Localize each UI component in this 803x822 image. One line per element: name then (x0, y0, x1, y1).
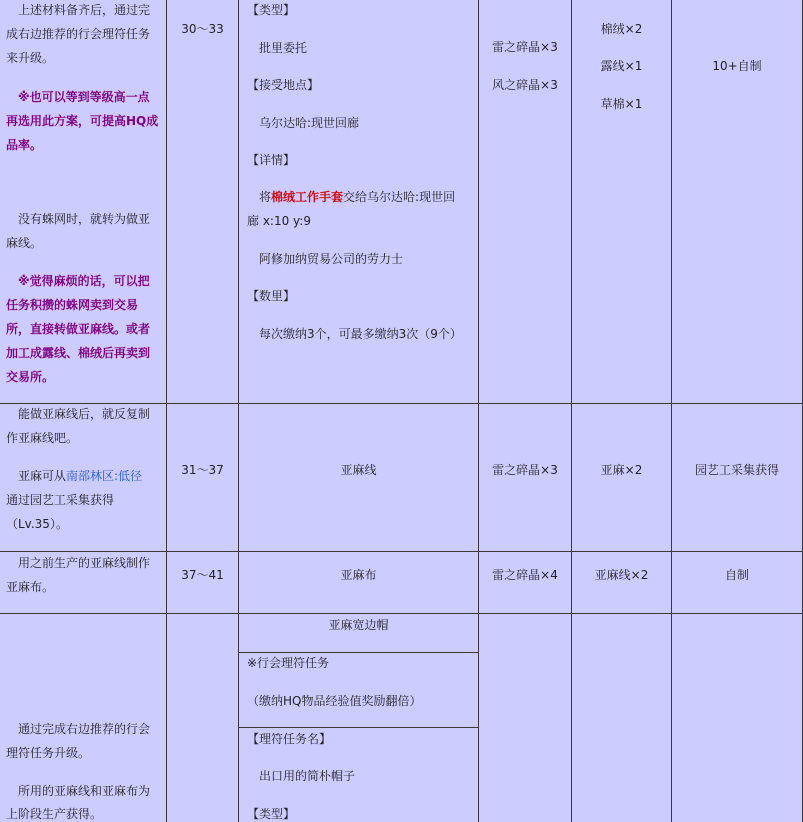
text-line: 所用的亚麻线和亚麻布为 (18, 784, 151, 798)
text-line: （Lv.35）。 (6, 517, 68, 531)
section-value: 出口用的简朴帽子 (259, 769, 356, 783)
text-prefix: 亚麻可从 (18, 469, 67, 483)
note-line: 任务积攒的蛛网卖到交易 (6, 298, 139, 312)
text-line: 通过园艺工采集获得 (6, 493, 115, 507)
note-line: 品率。 (6, 138, 43, 152)
text-line: 亚麻布。 (6, 580, 55, 594)
text-line: 没有蛛网时，就转为做亚 (18, 212, 151, 226)
section-value: 每次缴纳3个，可最多缴纳3次（9个） (259, 327, 462, 341)
grid-line (478, 0, 479, 822)
note-line: 再选用此方案，可提高HQ成 (6, 114, 159, 128)
crystal-item: 雷之碎晶×3 (492, 463, 558, 477)
note-line: 所，直接转做亚麻线。或者 (6, 322, 151, 336)
material-item: 亚麻线×2 (594, 568, 649, 582)
level-range: 31～37 (181, 463, 224, 477)
item-name: 亚麻布 (340, 568, 377, 582)
section-label: ※行会理符任务 (247, 656, 330, 670)
location-link[interactable]: 南部林区:低径 (66, 469, 143, 483)
grid-line (238, 652, 478, 653)
material-item: 棉绒×2 (600, 22, 643, 36)
item-name: 亚麻宽边帽 (328, 618, 389, 632)
section-label: 【详情】 (247, 153, 296, 167)
grid-line (0, 403, 803, 404)
text-line: 用之前生产的亚麻线制作 (18, 556, 151, 570)
details-npc: 阿修加纳贸易公司的劳力士 (259, 252, 404, 266)
section-value: （缴纳HQ物品经验值奖励翻倍） (247, 694, 422, 708)
crystal-item: 雷之碎晶×4 (492, 568, 558, 582)
grid-line (671, 0, 672, 822)
level-range: 30～33 (181, 22, 224, 36)
details-prefix: 将 (259, 190, 272, 204)
text-line: 来升级。 (6, 51, 55, 65)
section-label: 【接受地点】 (247, 78, 320, 92)
grid-line (238, 0, 239, 822)
note-line: ※也可以等到等级高一点 (18, 90, 150, 104)
source-text: 10+自制 (712, 59, 762, 73)
material-item: 露线×1 (600, 59, 643, 73)
text-line: 通过完成右边推荐的行会 (18, 722, 151, 736)
grid-line (571, 0, 572, 822)
grid-line (0, 551, 803, 552)
material-item: 亚麻×2 (600, 463, 643, 477)
text-line: 成右边推荐的行会理符任务 (6, 27, 151, 41)
details-line: 廊 x:10 y:9 (247, 214, 311, 228)
level-range: 37～41 (181, 568, 224, 582)
crystal-item: 雷之碎晶×3 (492, 40, 558, 54)
text-line: 上述材料备齐后，通过完 (18, 3, 151, 17)
note-line: 加工成露线、棉绒后再卖到 (6, 346, 151, 360)
text-line (18, 468, 142, 484)
section-value: 批里委托 (259, 41, 308, 55)
item-name: 亚麻线 (340, 463, 377, 477)
text-line: 理符任务升级。 (6, 746, 91, 760)
details-suffix: 交给乌尔达哈:现世回 (343, 190, 456, 204)
grid-line (166, 0, 167, 822)
source-text: 自制 (724, 568, 749, 582)
details-line (259, 189, 455, 205)
quest-item-link[interactable]: 棉绒工作手套 (271, 190, 344, 204)
grid-line (0, 613, 803, 614)
section-label: 【理符任务名】 (247, 732, 332, 746)
note-line: ※觉得麻烦的话，可以把 (18, 274, 150, 288)
grid-line (238, 727, 478, 728)
material-item: 草棉×1 (600, 97, 643, 111)
crystal-item: 风之碎晶×3 (492, 78, 558, 92)
section-label: 【类型】 (247, 807, 296, 821)
note-line: 交易所。 (6, 370, 55, 384)
text-line: 作亚麻线吧。 (6, 431, 79, 445)
text-line: 能做亚麻线后，就反复制 (18, 407, 151, 421)
source-text: 园艺工采集获得 (694, 463, 779, 477)
text-line: 麻线。 (6, 236, 43, 250)
section-label: 【数里】 (247, 289, 296, 303)
section-label: 【类型】 (247, 3, 296, 17)
section-value: 乌尔达哈:现世回廊 (259, 116, 360, 130)
text-line: 上阶段生产获得。 (6, 807, 103, 821)
